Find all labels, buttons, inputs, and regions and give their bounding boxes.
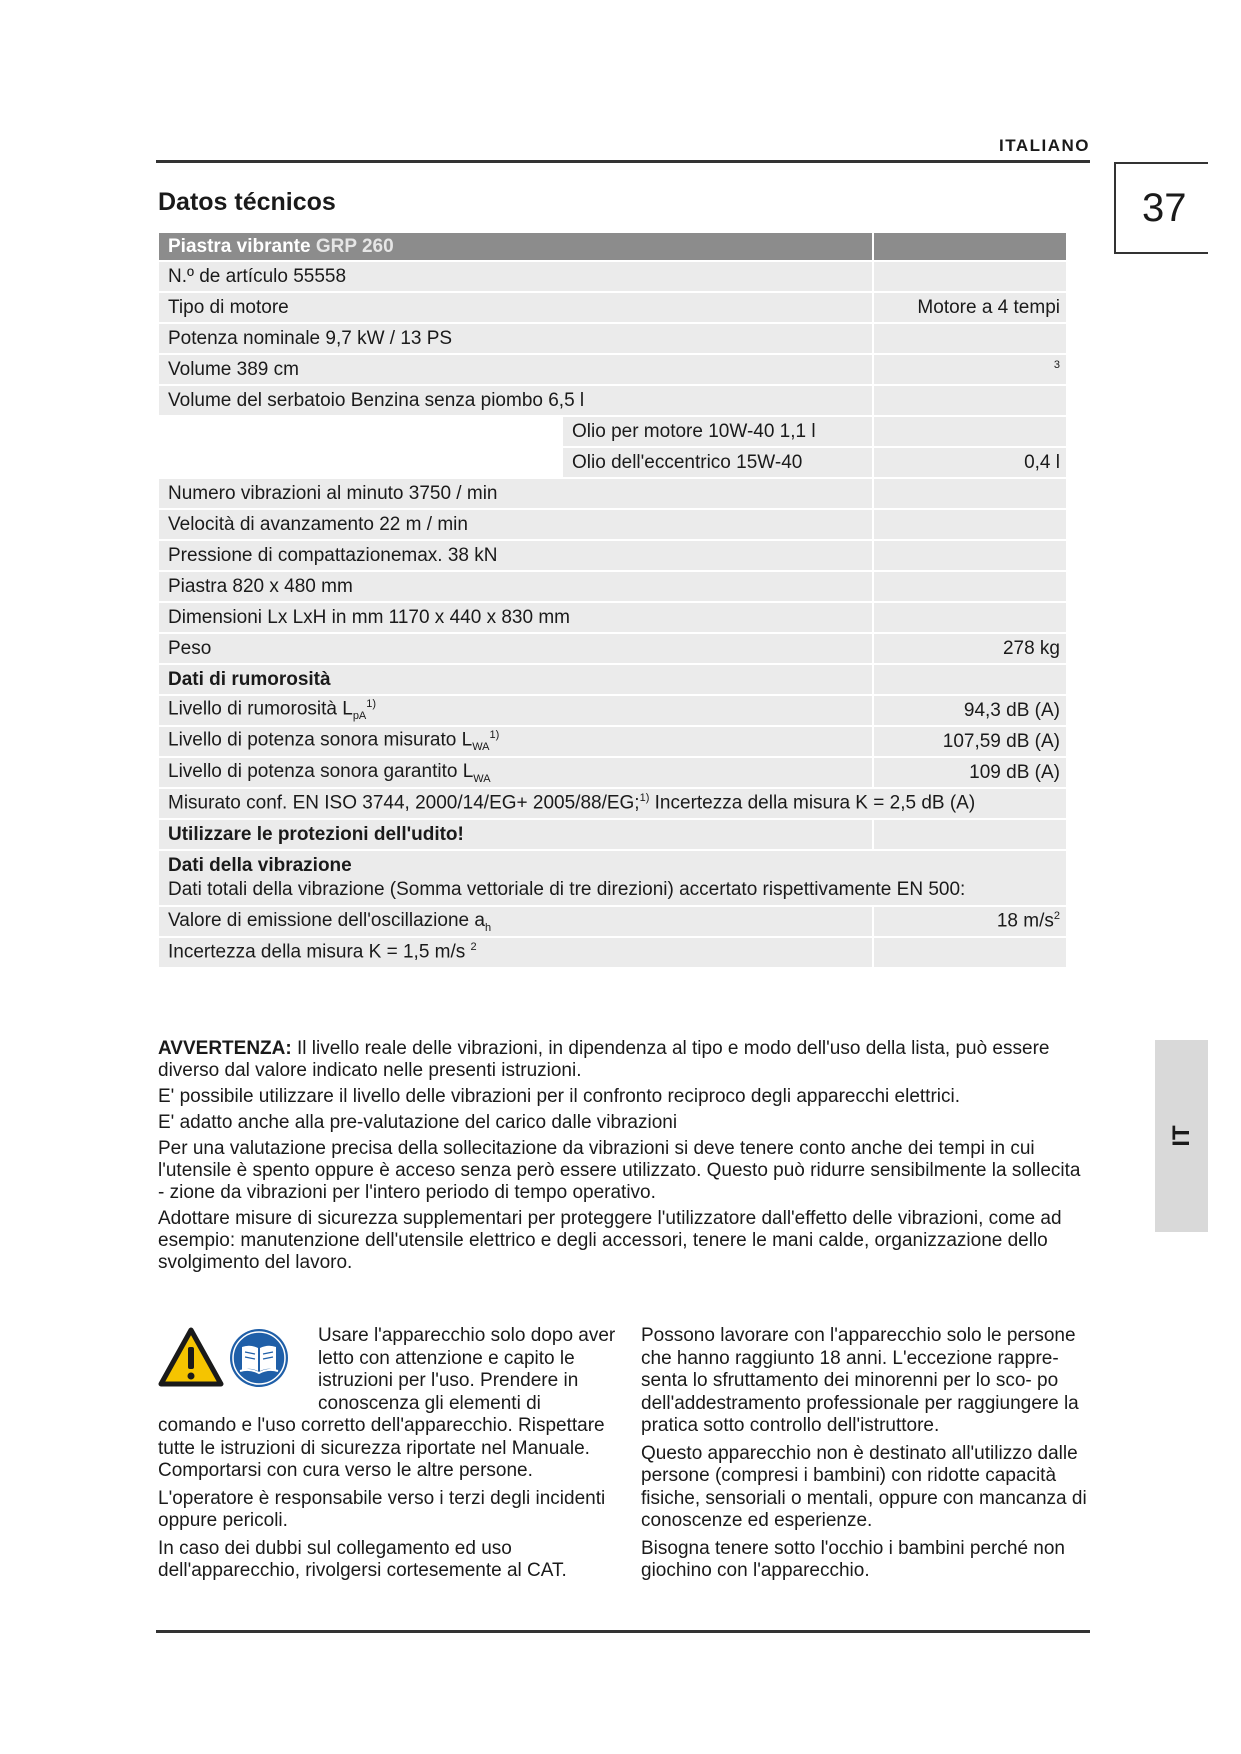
warning-label: AVVERTENZA:	[158, 1038, 292, 1059]
warning-text-4: Per una valutazione precisa della sollecitazione da vibrazioni si deve tenere conto anche dei tempi in cui l'utensile è spento oppure è acceso senza però essere utilizzato. Questo può ridurre sensibilmente la sollecita - zione da vibrazioni per l'intero periodo di tempo operativo.	[158, 1138, 1081, 1203]
table-row	[159, 789, 1066, 818]
product-model: GRP 260	[315, 235, 394, 257]
vibration-uncertainty: Incertezza della misura K = 1,5 m/s $^2$	[159, 938, 872, 967]
warning-text-1: Il livello reale delle vibrazioni, in dipendenza al tipo e modo dell'uso della lista, può essere diverso dal valore indicato nelle presenti istruzioni.	[158, 1038, 1050, 1081]
table-row	[159, 541, 1066, 570]
warning-text-3: E' adatto anche alla pre-valutazione del carico dalle vibrazioni	[158, 1112, 678, 1133]
vibration-warning	[158, 1038, 1088, 1278]
spec-header-cell	[159, 233, 872, 260]
table-row	[159, 417, 1066, 446]
noise-lpa-value: 94,3 dB (A)	[874, 696, 1066, 725]
table-row	[159, 355, 1066, 384]
table-row	[159, 696, 1066, 725]
spec-header-row	[159, 233, 1066, 260]
tank-volume: Volume del serbatoio Benzina senza piombo 6,5 l	[159, 386, 872, 415]
motor-type-value: Motore a 4 tempi	[874, 293, 1066, 322]
left-safety-column	[158, 1325, 618, 1588]
noise-lwa-guaranteed-value: 109 dB (A)	[874, 758, 1066, 787]
eccentric-oil: Olio dell'eccentrico 15W-40	[563, 448, 872, 477]
table-row	[159, 386, 1066, 415]
noise-heading: Dati di rumorosità	[159, 665, 872, 694]
noise-lwa-measured-cell: Livello di potenza sonora misurato $L_{WA}^{1)}$	[159, 727, 872, 756]
table-row	[159, 634, 1066, 663]
motor-oil: Olio per motore 10W-40 1,1 l	[563, 417, 872, 446]
warning-text-2: E' possibile utilizzare il livello delle vibrazioni per il confronto reciproco degli apparecchi elettrici.	[158, 1086, 961, 1107]
vibration-block	[159, 851, 1066, 905]
table-row	[159, 448, 1066, 477]
safety-icons	[158, 1327, 308, 1399]
table-row	[159, 851, 1066, 905]
table-row	[159, 293, 1066, 322]
operator-responsibility: L'operatore è responsabile verso i terzi degli incidenti oppure pericoli.	[158, 1487, 606, 1531]
displacement: Volume 389 cm	[159, 355, 872, 384]
table-row	[159, 262, 1066, 291]
vibrations-per-minute: Numero vibrazioni al minuto 3750 / min	[159, 479, 872, 508]
page-number: 37	[1114, 162, 1208, 254]
age-requirement: Possono lavorare con l'apparecchio solo le persone che hanno raggiunto 18 anni. L'eccezione rappre- senta lo sfruttamento dei minorenni per lo sco- po dell'addestramento professionale per raggiungere la pratica sotto controllo dell'istruttore.	[641, 1325, 1079, 1436]
hearing-protection: Utilizzare le protezioni dell'udito!	[159, 820, 872, 849]
vibration-emission-value: 18 $m/s^2$	[874, 907, 1066, 936]
vibration-heading: Dati della vibrazione	[168, 855, 352, 876]
article-number: N.º de artículo 55558	[159, 262, 872, 291]
noise-lwa-measured-value: 107,59 dB (A)	[874, 727, 1066, 756]
children-supervision: Bisogna tenere sotto l'occhio i bambini perché non giochino con l'apparecchio.	[641, 1537, 1066, 1581]
language-side-tab-label: IT	[1167, 1125, 1195, 1147]
weight-label: Peso	[159, 634, 872, 663]
motor-type-label: Tipo di motore	[159, 293, 872, 322]
displacement-unit-exponent: 3	[1053, 358, 1060, 371]
warning-triangle-icon	[158, 1327, 224, 1387]
noise-lwa-guaranteed-cell: Livello di potenza sonora garantito $L_{WA}$	[159, 758, 872, 787]
table-row	[159, 510, 1066, 539]
language-label: ITALIANO	[998, 136, 1090, 155]
travel-speed: Velocità di avanzamento 22 m / min	[159, 510, 872, 539]
eccentric-oil-value: 0,4 l	[874, 448, 1066, 477]
table-row	[159, 820, 1066, 849]
vibration-total: Dati totali della vibrazione (Somma vettoriale di tre direzioni) accertato rispettivamente EN 500:	[168, 879, 966, 900]
nominal-power: Potenza nominale 9,7 kW / 13 PS	[159, 324, 872, 353]
spec-header-empty	[874, 233, 1066, 260]
table-row	[159, 665, 1066, 694]
warning-text-5: Adottare misure di sicurezza supplementari per proteggere l'utilizzatore dall'effetto delle vibrazioni, come ad esempio: manutenzione dell'utensile elettrico e degli accessori, tenere le mani calde, organizzazione dello svolgimento del lavoro.	[158, 1208, 1062, 1273]
table-row	[159, 727, 1066, 756]
restricted-persons: Questo apparecchio non è destinato all'utilizzo dalle persone (compresi i bambini) con ridotte capacità fisiche, sensoriali o mentali, oppure con mancanza di conoscenze ed esperienze.	[641, 1442, 1087, 1531]
page-title: Datos técnicos	[158, 188, 336, 216]
dimensions: Dimensioni Lx LxH in mm 1170 x 440 x 830 mm	[159, 603, 872, 632]
service-contact: In caso dei dubbi sul collegamento ed uso dell'apparecchio, rivolgersi cortesemente al CAT.	[158, 1537, 567, 1581]
table-row	[159, 572, 1066, 601]
language-side-tab	[1155, 1040, 1208, 1232]
right-safety-column	[641, 1325, 1091, 1588]
measurement-standard: Misurato conf. EN ISO 3744, 2000/14/EG+ 2005/88/EG;$^{1)}$ Incertezza della misura K = 2,5 dB (A)	[159, 789, 1066, 818]
table-row	[159, 938, 1066, 967]
weight-value: 278 kg	[874, 634, 1066, 663]
plate-size: Piastra 820 x 480 mm	[159, 572, 872, 601]
table-row	[159, 758, 1066, 787]
table-row	[159, 479, 1066, 508]
vibration-emission-cell: Valore di emissione dell'oscillazione $a_h$	[159, 907, 872, 936]
bottom-rule	[156, 1630, 1090, 1633]
table-row	[159, 907, 1066, 936]
compaction-pressure: Pressione di compattazionemax. 38 kN	[159, 541, 872, 570]
table-row	[159, 603, 1066, 632]
manual-instruction: Usare l'apparecchio solo dopo aver letto con attenzione e capito le istruzioni per l'uso. Prendere in conoscenza gli elementi di comando e l'uso corretto dell'apparecchio. Rispettare tutte le istruzioni di sicurezza riportate nel Manuale. Comportarsi con cura verso le altre persone.	[158, 1325, 616, 1481]
table-row	[159, 324, 1066, 353]
product-name: Piastra vibrante	[168, 235, 311, 257]
spec-table	[157, 231, 1068, 969]
top-rule	[156, 160, 1090, 163]
noise-lpa-cell: Livello di rumorosità $L_{pA}^{1)}$	[159, 696, 872, 725]
read-manual-icon	[228, 1327, 290, 1389]
